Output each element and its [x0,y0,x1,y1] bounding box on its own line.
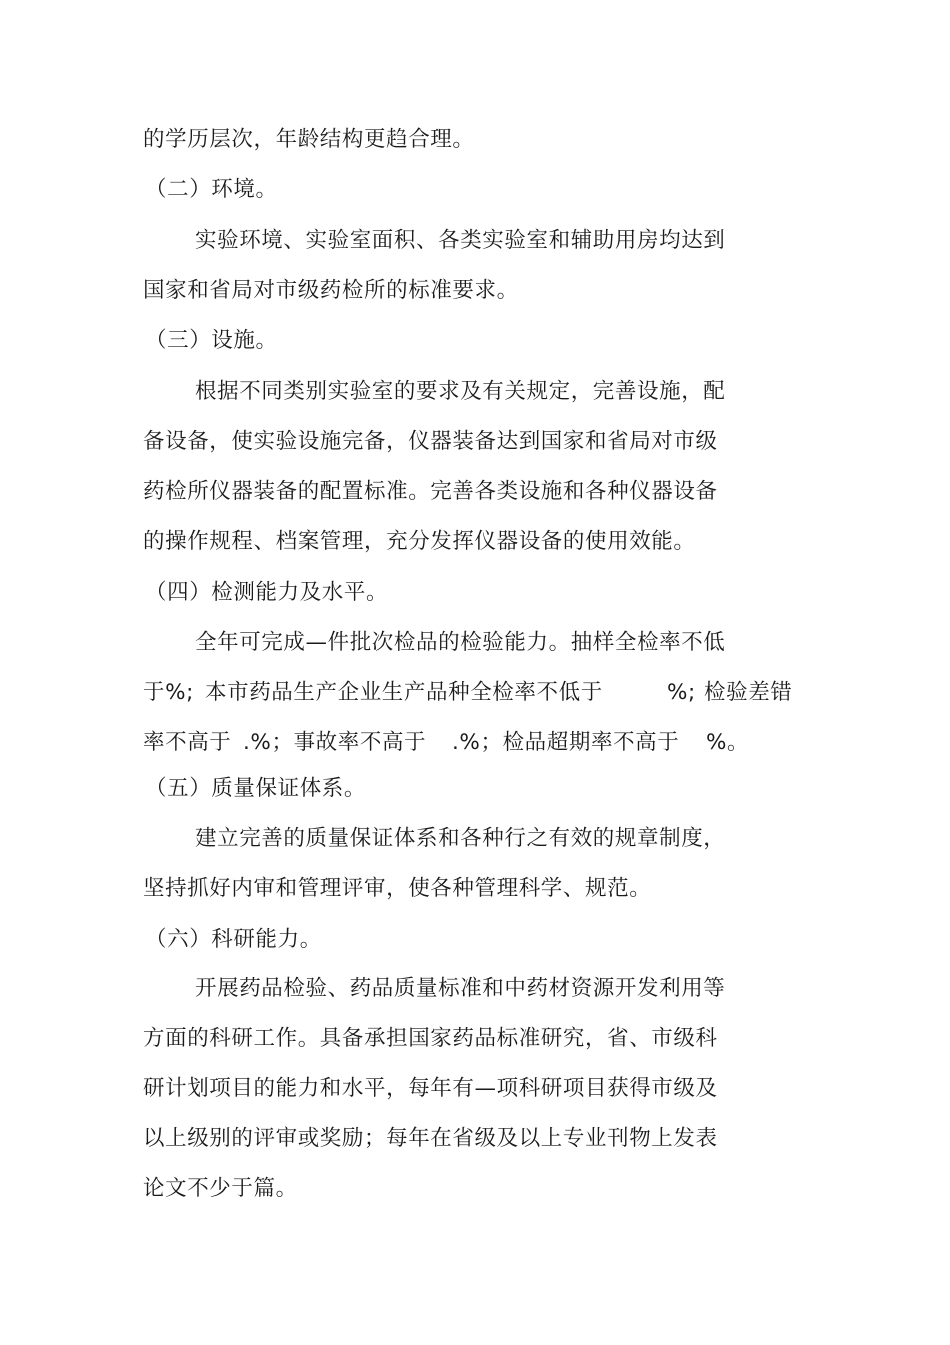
paragraph-line: 论文不少于篇。 [143,1176,298,1201]
rate-line-2 [0,728,950,758]
rate-line-1 [0,678,950,708]
paragraph-line: 建立完善的质量保证体系和各种行之有效的规章制度， [195,826,726,851]
rate-text: 本市药品生产企业生产品种全检率不低于 [205,680,603,705]
section-heading-research-capability: （六）科研能力。 [145,927,322,952]
rate-text: 于%; [143,680,194,705]
rate-text: .%；事故率不高于 [243,730,427,755]
rate-text: 检验差错 [704,680,793,705]
rate-text: .%；检品超期率不高于 [452,730,680,755]
section-heading-facilities: （三）设施。 [145,328,278,353]
paragraph-line: 以上级别的评审或奖励；每年在省级及以上专业刊物上发表 [143,1126,718,1151]
paragraph-line: 方面的科研工作。具备承担国家药品标准研究，省、市级科 [143,1026,718,1051]
section-heading-testing-capability: （四）检测能力及水平。 [145,580,389,605]
rate-text: 率不高于 [143,730,232,755]
rate-text: %。 [706,730,750,755]
paragraph-line: 根据不同类别实验室的要求及有关规定，完善设施，配 [195,379,726,404]
paragraph-line: 全年可完成—件批次检品的检验能力。抽样全检率不低 [195,630,726,655]
section-heading-quality-assurance: （五）质量保证体系。 [145,776,367,801]
paragraph-line: 坚持抓好内审和管理评审，使各种管理科学、规范。 [143,876,652,901]
paragraph-line: 实验环境、实验室面积、各类实验室和辅助用房均达到 [195,228,726,253]
paragraph-line: 研计划项目的能力和水平，每年有—项科研项目获得市级及 [143,1076,718,1101]
paragraph-line: 的操作规程、档案管理，充分发挥仪器设备的使用效能。 [143,529,696,554]
paragraph-line: 的学历层次，年龄结构更趋合理。 [143,127,475,152]
paragraph-line: 开展药品检验、药品质量标准和中药材资源开发利用等 [195,976,726,1001]
paragraph-line: 药检所仪器装备的配置标准。完善各类设施和各种仪器设备 [143,479,718,504]
rate-text: %; [667,680,696,705]
section-heading-environment: （二）环境。 [145,177,278,202]
paragraph-line: 备设备，使实验设施完备，仪器装备达到国家和省局对市级 [143,429,718,454]
paragraph-line: 国家和省局对市级药检所的标准要求。 [143,278,519,303]
